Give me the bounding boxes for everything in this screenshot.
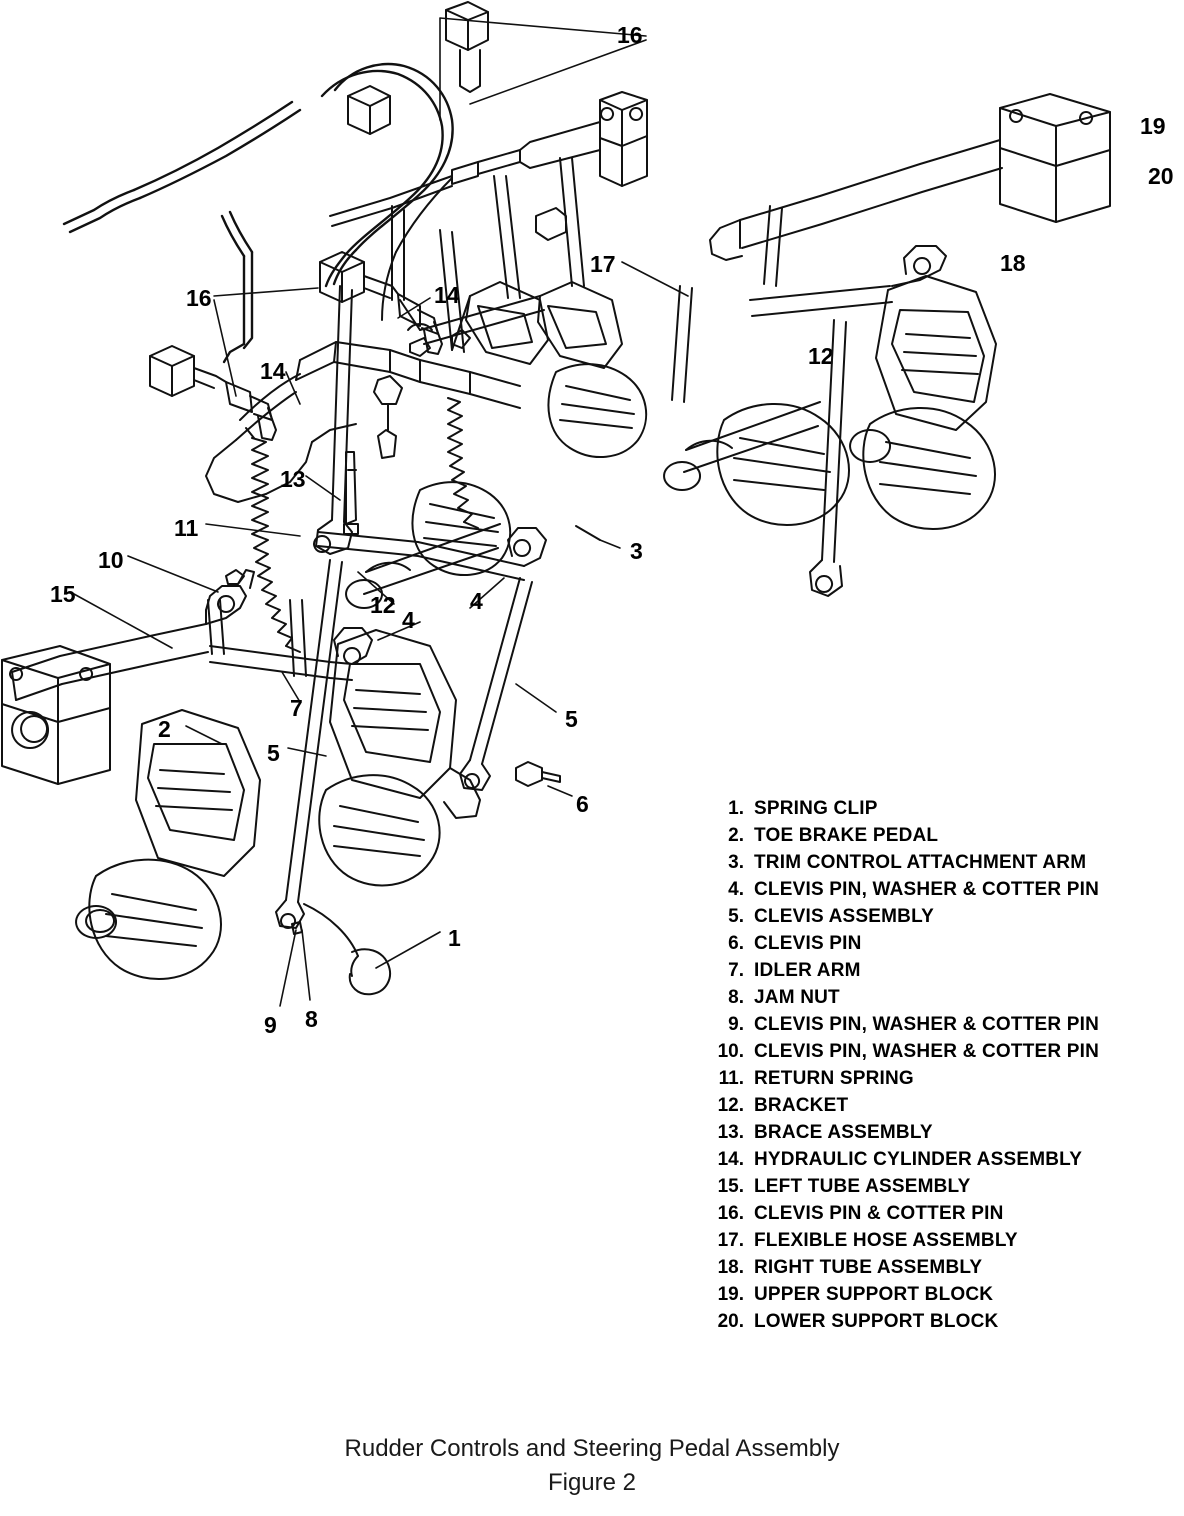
legend-number: 20. [717,1311,744,1332]
legend-item-19 [700,1284,1170,1311]
legend-item-1 [700,798,1170,825]
callout-1: 1 [448,925,461,951]
legend-item-17 [700,1230,1170,1257]
callout-3: 3 [630,538,643,564]
legend-item-12 [700,1095,1170,1122]
legend-label: BRACE ASSEMBLY [754,1122,933,1143]
clevis-pin-6 [516,762,560,786]
callout-19: 19 [1140,113,1166,139]
legend-number: 7. [728,960,744,981]
legend-label: HYDRAULIC CYLINDER ASSEMBLY [754,1149,1083,1170]
leader-lines [74,18,700,1006]
callout-18: 18 [1000,250,1026,276]
legend-number: 13. [717,1122,744,1143]
callout-16-left: 16 [186,285,212,311]
figure-caption-number: Figure 2 [547,1469,637,1496]
flexible-hose-assembly [64,64,453,362]
legend-label: CLEVIS ASSEMBLY [754,906,935,927]
legend-label: LEFT TUBE ASSEMBLY [754,1176,971,1197]
legend-number: 17. [717,1230,744,1251]
callout-8: 8 [305,1006,318,1032]
right-tube-assembly [452,92,647,186]
legend-number: 5. [728,906,744,927]
callout-17: 17 [590,251,616,277]
legend-item-4 [700,879,1170,906]
callout-9: 9 [264,1012,277,1038]
legend-label: TOE BRAKE PEDAL [754,825,939,846]
legend-number: 19. [717,1284,744,1305]
legend-label: RETURN SPRING [754,1068,914,1089]
legend-label: SPRING CLIP [754,798,878,819]
legend-number: 1. [728,798,744,819]
left-pedal-group [76,630,480,979]
trim-control-attachment-arm [344,452,600,540]
legend-number: 2. [728,825,744,846]
legend-item-8 [700,987,1170,1014]
legend-label: CLEVIS PIN & COTTER PIN [754,1203,1004,1224]
legend-label: UPPER SUPPORT BLOCK [754,1284,994,1305]
legend-item-14 [700,1149,1170,1176]
legend-number: 16. [717,1203,744,1224]
legend-label: CLEVIS PIN, WASHER & COTTER PIN [754,1014,1100,1035]
callout-6: 6 [576,791,589,817]
legend-number: 10. [717,1041,744,1062]
legend-label: IDLER ARM [754,960,861,981]
legend-label: BRACKET [754,1095,849,1116]
callout-2: 2 [158,716,171,742]
callout-12-left: 12 [370,592,396,618]
legend-item-5 [700,906,1170,933]
callout-13: 13 [280,466,306,492]
legend-label: CLEVIS PIN, WASHER & COTTER PIN [754,879,1100,900]
legend-number: 8. [728,987,744,1008]
legend-number: 6. [728,933,744,954]
right-tube-shaft [710,140,1002,260]
callout-4-b: 4 [402,607,415,633]
callout-16-top: 16 [617,22,643,48]
legend-item-7 [700,960,1170,987]
legend-number: 18. [717,1257,744,1278]
legend-number: 3. [728,852,744,873]
figure-caption [0,1432,1184,1500]
legend-label: CLEVIS PIN, WASHER & COTTER PIN [754,1041,1100,1062]
figure-caption-title: Rudder Controls and Steering Pedal Assembly [344,1435,840,1462]
callout-12-right: 12 [808,343,834,369]
legend-label: CLEVIS PIN [754,933,862,954]
legend-item-13 [700,1122,1170,1149]
legend-number: 11. [718,1068,744,1089]
callout-11: 11 [174,515,199,541]
legend-item-18 [700,1257,1170,1284]
legend-item-9 [700,1014,1170,1041]
support-blocks-right [1000,94,1110,222]
left-tube-assembly [2,570,254,784]
right-bracket-rods [672,206,946,596]
callout-15: 15 [50,581,76,607]
legend-item-11 [700,1068,1170,1095]
callout-14-b: 14 [260,358,286,384]
spring-clip [304,904,390,994]
callout-10: 10 [98,547,124,573]
legend-number: 15. [717,1176,744,1197]
right-side-line-drawing [620,0,1180,700]
legend-item-6 [700,933,1170,960]
legend-label: TRIM CONTROL ATTACHMENT ARM [754,852,1087,873]
legend-label: FLEXIBLE HOSE ASSEMBLY [754,1230,1018,1251]
callout-5-a: 5 [565,706,578,732]
callout-14-a: 14 [434,282,460,308]
callout-5-b: 5 [267,740,280,766]
legend-number: 9. [728,1014,744,1035]
legend-item-3 [700,852,1170,879]
callout-7: 7 [290,695,303,721]
legend-label: JAM NUT [754,987,840,1008]
legend-label: LOWER SUPPORT BLOCK [754,1311,999,1332]
legend-item-2 [700,825,1170,852]
callout-4-a: 4 [470,588,483,614]
legend-number: 12. [717,1095,744,1116]
legend-number: 14. [717,1149,744,1170]
legend-item-20 [700,1311,1170,1338]
legend-item-15 [700,1176,1170,1203]
legend-item-16 [700,1203,1170,1230]
parts-legend [700,798,1170,1338]
misc-fasteners [226,208,566,584]
legend-number: 4. [728,879,744,900]
legend-label: RIGHT TUBE ASSEMBLY [754,1257,983,1278]
callout-20: 20 [1148,163,1174,189]
legend-item-10 [700,1041,1170,1068]
